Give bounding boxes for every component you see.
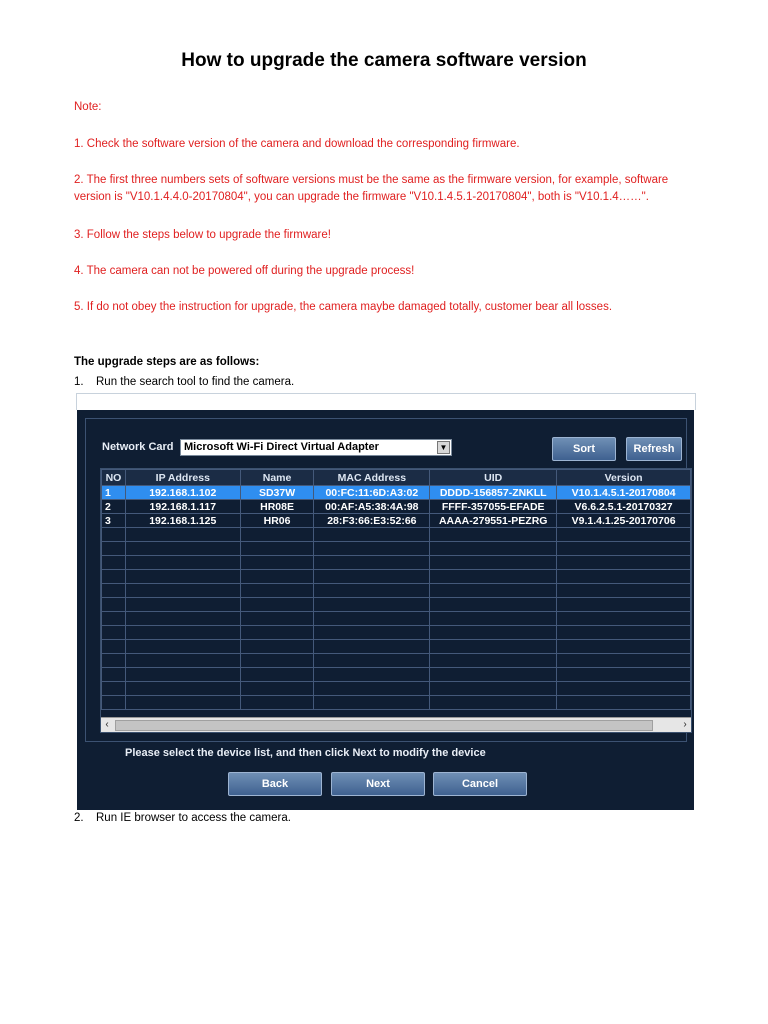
table-cell: 192.168.1.125 bbox=[125, 514, 240, 528]
table-row[interactable] bbox=[102, 584, 691, 598]
table-cell: 1 bbox=[102, 486, 126, 500]
table-row[interactable] bbox=[102, 542, 691, 556]
table-cell bbox=[102, 682, 126, 696]
search-tool-window bbox=[77, 410, 694, 810]
step-1 bbox=[74, 376, 294, 388]
table-cell bbox=[430, 584, 557, 598]
table-cell bbox=[240, 696, 314, 710]
table-cell bbox=[102, 570, 126, 584]
table-cell bbox=[557, 612, 691, 626]
page-title: How to upgrade the camera software version bbox=[181, 50, 587, 71]
table-cell bbox=[430, 696, 557, 710]
note-item: 3. Follow the steps below to upgrade the firmware! bbox=[74, 229, 331, 241]
table-cell bbox=[557, 542, 691, 556]
table-cell bbox=[557, 696, 691, 710]
table-row[interactable] bbox=[102, 598, 691, 612]
table-cell: V6.6.2.5.1-20170327 bbox=[557, 500, 691, 514]
table-cell bbox=[102, 626, 126, 640]
network-card-select[interactable] bbox=[180, 439, 452, 456]
table-row[interactable] bbox=[102, 556, 691, 570]
next-button[interactable]: Next bbox=[331, 772, 425, 796]
table-cell bbox=[125, 570, 240, 584]
table-cell: AAAA-279551-PEZRG bbox=[430, 514, 557, 528]
table-cell bbox=[240, 668, 314, 682]
table-row[interactable] bbox=[102, 570, 691, 584]
note-item: 1. Check the software version of the camera and download the corresponding firmware. bbox=[74, 138, 520, 150]
table-cell: V9.1.4.1.25-20170706 bbox=[557, 514, 691, 528]
table-cell bbox=[102, 668, 126, 682]
table-cell bbox=[125, 528, 240, 542]
note-item: 5. If do not obey the instruction for upgrade, the camera maybe damaged totally, customer bear all losses. bbox=[74, 301, 613, 313]
table-cell bbox=[125, 542, 240, 556]
table-cell: SD37W bbox=[240, 486, 314, 500]
table-row[interactable] bbox=[102, 654, 691, 668]
table-cell bbox=[125, 668, 240, 682]
table-row[interactable] bbox=[102, 696, 691, 710]
table-row[interactable] bbox=[102, 612, 691, 626]
table-cell bbox=[314, 542, 430, 556]
table-cell bbox=[557, 640, 691, 654]
table-cell bbox=[240, 570, 314, 584]
step-text: Run IE browser to access the camera. bbox=[96, 812, 291, 824]
steps-heading: The upgrade steps are as follows: bbox=[74, 356, 260, 368]
column-header-uid[interactable]: UID bbox=[430, 470, 557, 486]
table-cell bbox=[314, 528, 430, 542]
table-cell: 00:FC:11:6D:A3:02 bbox=[314, 486, 430, 500]
scrollbar-thumb[interactable] bbox=[115, 720, 653, 731]
chevron-right-icon[interactable]: › bbox=[683, 719, 687, 730]
column-header-version[interactable]: Version bbox=[557, 470, 691, 486]
network-card-label: Network Card bbox=[102, 441, 174, 453]
table-cell bbox=[240, 626, 314, 640]
table-row[interactable] bbox=[102, 486, 691, 500]
table-cell: 28:F3:66:E3:52:66 bbox=[314, 514, 430, 528]
table-cell bbox=[240, 542, 314, 556]
table-cell bbox=[430, 640, 557, 654]
table-cell bbox=[557, 626, 691, 640]
table-cell bbox=[314, 668, 430, 682]
table-cell: HR06 bbox=[240, 514, 314, 528]
table-cell: FFFF-357055-EFADE bbox=[430, 500, 557, 514]
table-cell bbox=[102, 542, 126, 556]
table-cell: 192.168.1.117 bbox=[125, 500, 240, 514]
chevron-left-icon[interactable]: ‹ bbox=[105, 719, 109, 730]
table-cell bbox=[557, 584, 691, 598]
table-cell bbox=[102, 640, 126, 654]
table-cell bbox=[557, 570, 691, 584]
table-row[interactable] bbox=[102, 500, 691, 514]
table-cell bbox=[430, 626, 557, 640]
table-cell bbox=[240, 640, 314, 654]
table-cell bbox=[102, 598, 126, 612]
table-cell bbox=[557, 654, 691, 668]
table-cell: 2 bbox=[102, 500, 126, 514]
table-cell bbox=[557, 682, 691, 696]
table-cell bbox=[430, 598, 557, 612]
table-row[interactable] bbox=[102, 668, 691, 682]
table-row[interactable] bbox=[102, 514, 691, 528]
table-cell bbox=[102, 584, 126, 598]
table-cell bbox=[125, 682, 240, 696]
step-number: 2. bbox=[74, 812, 84, 824]
table-cell bbox=[314, 696, 430, 710]
table-cell: 192.168.1.102 bbox=[125, 486, 240, 500]
column-header-no[interactable]: NO bbox=[102, 470, 126, 486]
table-row[interactable] bbox=[102, 682, 691, 696]
network-card-value: Microsoft Wi-Fi Direct Virtual Adapter bbox=[184, 441, 379, 453]
table-cell bbox=[314, 640, 430, 654]
table-cell bbox=[314, 654, 430, 668]
table-cell bbox=[314, 682, 430, 696]
column-header-mac[interactable]: MAC Address bbox=[314, 470, 430, 486]
screenshot-frame bbox=[76, 393, 696, 410]
table-cell bbox=[102, 556, 126, 570]
note-item: 4. The camera can not be powered off during the upgrade process! bbox=[74, 265, 415, 277]
table-cell bbox=[125, 598, 240, 612]
cancel-button[interactable]: Cancel bbox=[433, 772, 527, 796]
table-cell bbox=[125, 584, 240, 598]
table-cell bbox=[430, 612, 557, 626]
note-item: 2. The first three numbers sets of software versions must be the same as the firmware version, for example, software version is "V10.1.4.4.0-20170804", you can upgrade the firmware "V10.1.4.5.1-20170804", both is "V10.1.4……". bbox=[74, 174, 669, 203]
table-cell bbox=[314, 570, 430, 584]
table-cell bbox=[125, 640, 240, 654]
table-cell bbox=[557, 668, 691, 682]
table-cell bbox=[102, 528, 126, 542]
table-cell bbox=[557, 528, 691, 542]
table-cell bbox=[557, 556, 691, 570]
table-cell bbox=[240, 682, 314, 696]
table-cell bbox=[314, 612, 430, 626]
table-cell bbox=[240, 556, 314, 570]
table-row[interactable] bbox=[102, 640, 691, 654]
device-grid[interactable] bbox=[101, 469, 691, 710]
table-cell bbox=[314, 556, 430, 570]
table-row[interactable] bbox=[102, 626, 691, 640]
table-cell bbox=[430, 556, 557, 570]
table-cell bbox=[314, 584, 430, 598]
refresh-button[interactable]: Refresh bbox=[626, 437, 682, 461]
table-cell: 00:AF:A5:38:4A:98 bbox=[314, 500, 430, 514]
table-cell bbox=[125, 696, 240, 710]
table-row[interactable] bbox=[102, 528, 691, 542]
table-cell: V10.1.4.5.1-20170804 bbox=[557, 486, 691, 500]
step-text: Run the search tool to find the camera. bbox=[96, 376, 295, 388]
table-cell: 3 bbox=[102, 514, 126, 528]
table-cell bbox=[430, 542, 557, 556]
table-cell bbox=[430, 682, 557, 696]
table-cell bbox=[102, 654, 126, 668]
table-cell bbox=[314, 598, 430, 612]
device-panel bbox=[85, 418, 687, 742]
horizontal-scrollbar[interactable] bbox=[101, 717, 691, 732]
table-cell bbox=[125, 626, 240, 640]
table-cell bbox=[240, 598, 314, 612]
table-cell bbox=[125, 612, 240, 626]
table-cell bbox=[125, 556, 240, 570]
table-cell bbox=[240, 584, 314, 598]
device-table[interactable] bbox=[100, 468, 692, 733]
table-cell bbox=[240, 528, 314, 542]
table-cell bbox=[314, 626, 430, 640]
column-header-name[interactable]: Name bbox=[240, 470, 314, 486]
table-cell bbox=[102, 612, 126, 626]
note-heading: Note: bbox=[74, 101, 102, 113]
back-button[interactable]: Back bbox=[228, 772, 322, 796]
column-header-ip[interactable]: IP Address bbox=[125, 470, 240, 486]
table-cell: HR08E bbox=[240, 500, 314, 514]
table-cell bbox=[430, 668, 557, 682]
table-cell: DDDD-156857-ZNKLL bbox=[430, 486, 557, 500]
step-2 bbox=[74, 812, 291, 824]
table-cell bbox=[240, 612, 314, 626]
table-cell bbox=[430, 570, 557, 584]
step-number: 1. bbox=[74, 376, 84, 388]
table-cell bbox=[430, 528, 557, 542]
table-cell bbox=[240, 654, 314, 668]
sort-button[interactable]: Sort bbox=[552, 437, 616, 461]
table-cell bbox=[102, 696, 126, 710]
table-cell bbox=[125, 654, 240, 668]
chevron-down-icon[interactable]: ▼ bbox=[437, 441, 450, 454]
instruction-message: Please select the device list, and then click Next to modify the device bbox=[125, 747, 486, 759]
table-cell bbox=[430, 654, 557, 668]
table-cell bbox=[557, 598, 691, 612]
